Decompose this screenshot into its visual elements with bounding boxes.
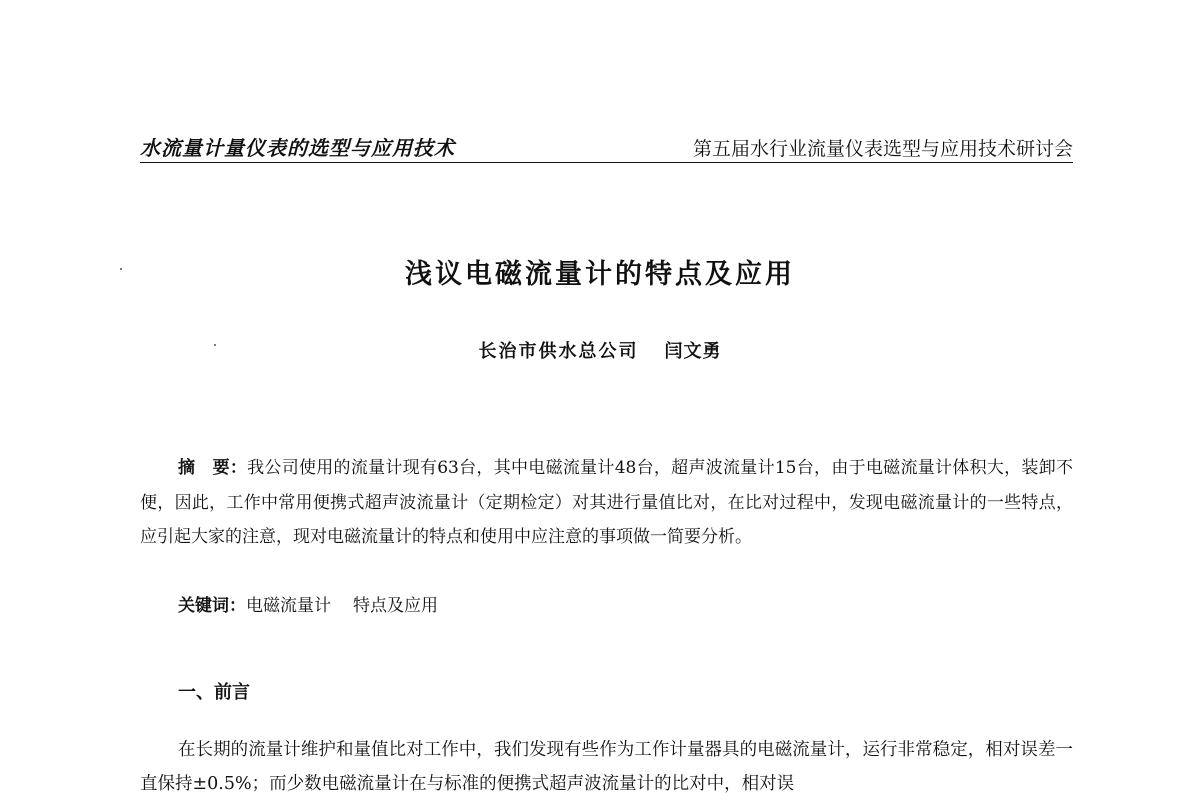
author-name: 闫文勇 xyxy=(664,341,722,362)
body-paragraph: 在长期的流量计维护和量值比对工作中，我们发现有些作为工作计量器具的电磁流量计，运行非常稳定，相对误差一直保持±0.5%；而少数电磁流量计在与标准的便携式超声波流量计的比对中，相对误 xyxy=(140,740,1073,794)
abstract-text: 我公司使用的流量计现有63台，其中电磁流量计48台，超声波流量计15台，由于电磁流量计体积大，装卸不便，因此，工作中常用便携式超声波流量计（定期检定）对其进行量值比对，在比对过程中，发现电磁流量计的一些特点，应引起大家的注意，现对电磁流量计的特点和使用中应注意的事项做一简要分析。 xyxy=(140,458,1074,547)
running-header xyxy=(140,132,1073,160)
byline xyxy=(0,337,1200,363)
scan-speck xyxy=(120,268,122,270)
paper-title: 浅议电磁流量计的特点及应用 xyxy=(405,259,795,290)
section-heading: 一、前言 xyxy=(178,682,250,703)
keyword-item: 电磁流量计 xyxy=(246,596,331,616)
running-header-right: 第五届水行业流量仪表选型与应用技术研讨会 xyxy=(692,138,1073,160)
header-rule xyxy=(140,162,1073,163)
running-header-left: 水流量计量仪表的选型与应用技术 xyxy=(140,136,455,160)
author-organization: 长治市供水总公司 xyxy=(478,341,639,362)
keywords xyxy=(178,591,460,616)
keyword-item: 特点及应用 xyxy=(353,596,438,616)
scan-speck xyxy=(214,344,216,346)
abstract xyxy=(140,451,1073,555)
abstract-label: 摘 要： xyxy=(178,458,248,478)
keywords-label: 关键词： xyxy=(178,596,246,616)
